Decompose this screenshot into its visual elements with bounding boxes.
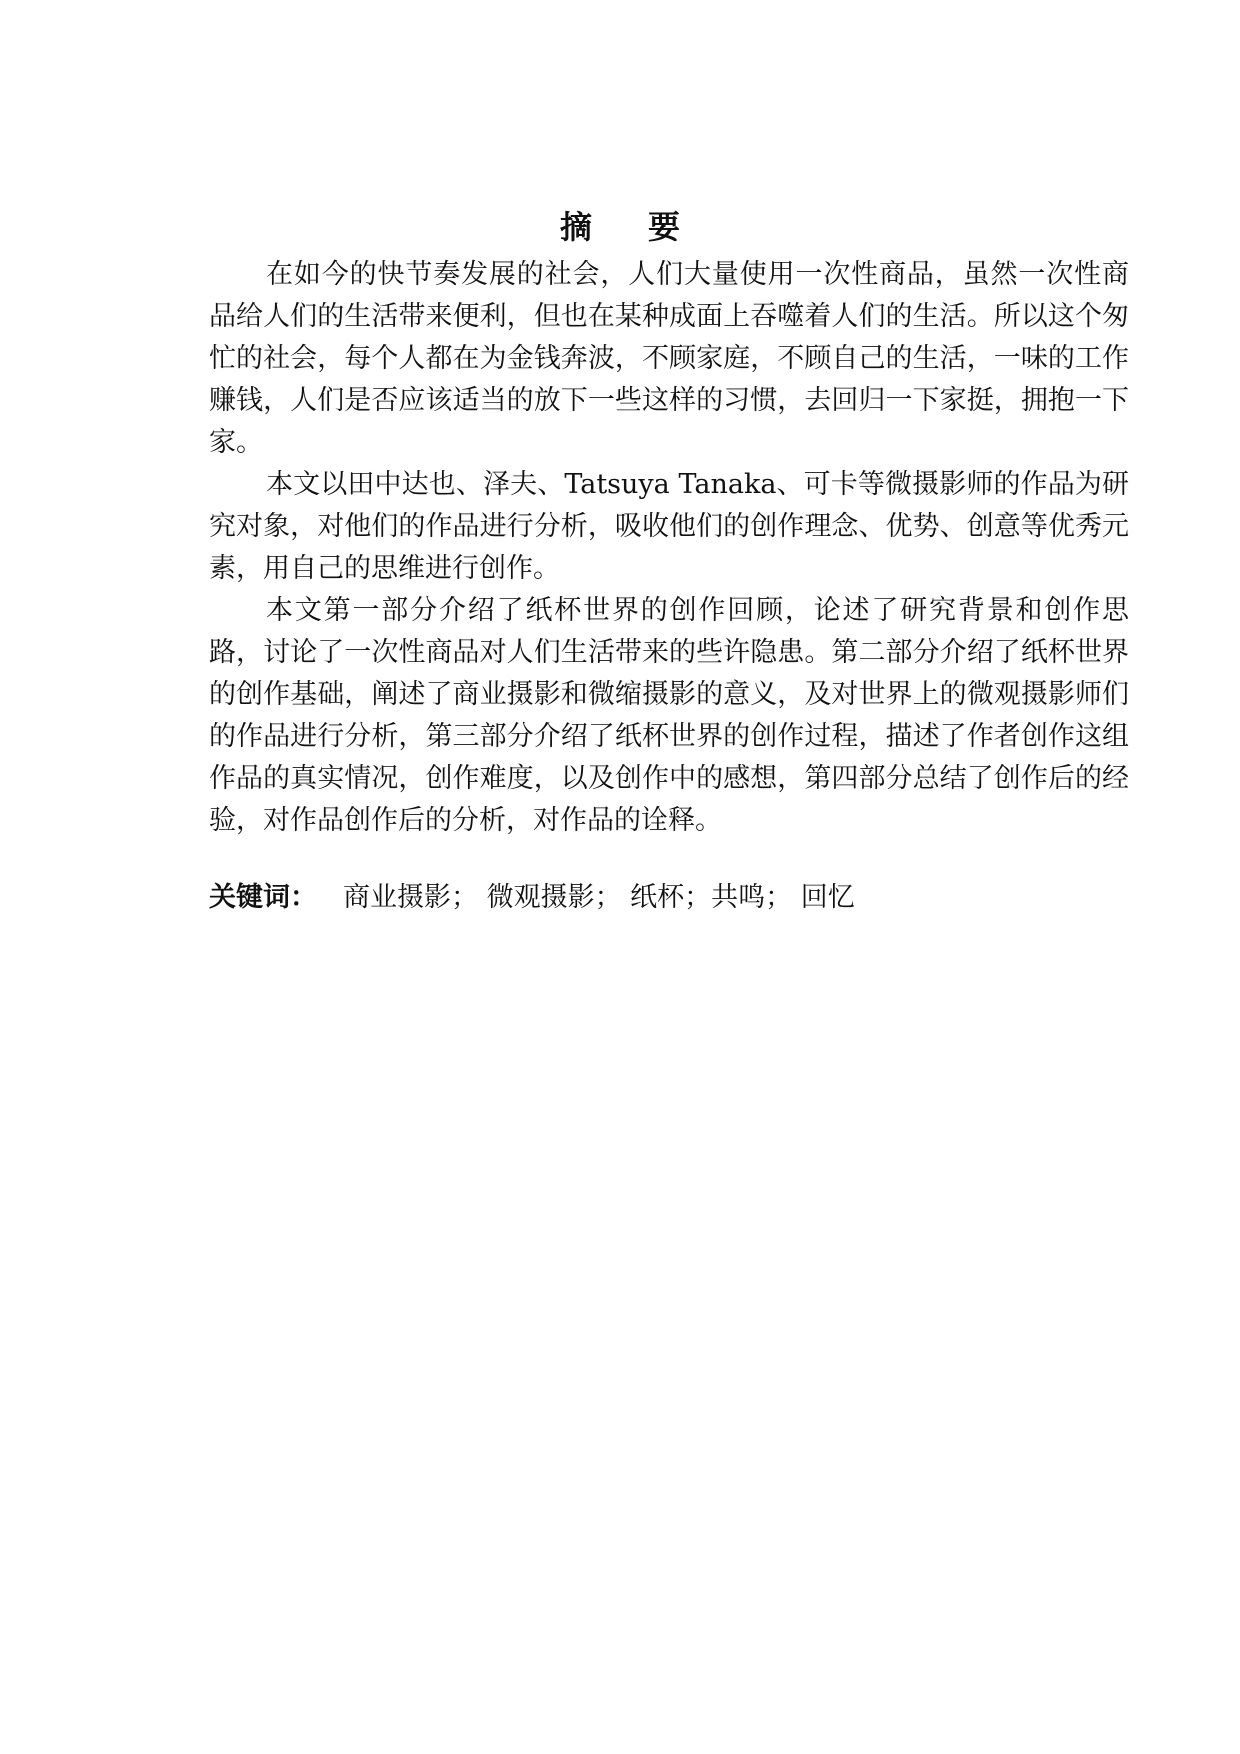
abstract-paragraph-2: 本文以田中达也、泽夫、Tatsuya Tanaka、可卡等微摄影师的作品为研究对象，对他们的作品进行分析，吸收他们的创作理念、优势、创意等优秀元素，用自己的思维进行创作。 (209, 469, 1129, 584)
keywords-label: 关键词： (209, 882, 317, 913)
abstract-body (209, 254, 1129, 842)
abstract-paragraph-1: 在如今的快节奏发展的社会，人们大量使用一次性商品，虽然一次性商品给人们的生活带来便利，但也在某种成面上吞噬着人们的生活。所以这个匆忙的社会，每个人都在为金钱奔波，不顾家庭，不顾自己的生活，一味的工作赚钱，人们是否应该适当的放下一些这样的习惯，去回归一下家挺，拥抱一下家。 (209, 259, 1129, 458)
keywords-line (209, 877, 1129, 919)
abstract-paragraph-3: 本文第一部分介绍了纸杯世界的创作回顾，论述了研究背景和创作思路，讨论了一次性商品对人们生活带来的些许隐患。第二部分介绍了纸杯世界的创作基础，阐述了商业摄影和微缩摄影的意义，及对世界上的微观摄影师们的作品进行分析，第三部分介绍了纸杯世界的创作过程，描述了作者创作这组作品的真实情况，创作难度，以及创作中的感想，第四部分总结了创作后的经验，对作品创作后的分析，对作品的诠释。 (209, 595, 1129, 836)
abstract-title: 摘要 (559, 208, 736, 246)
keywords-values: 商业摄影； 微观摄影； 纸杯；共鸣； 回忆 (343, 882, 855, 913)
